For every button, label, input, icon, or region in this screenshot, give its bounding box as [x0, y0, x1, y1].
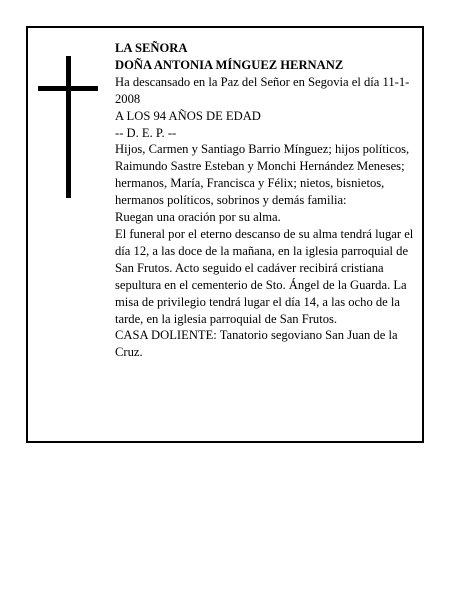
cross-horizontal-bar	[38, 86, 98, 91]
age-line: A LOS 94 AÑOS DE EDAD	[115, 108, 261, 123]
rip-line: -- D. E. P. --	[115, 125, 177, 140]
obituary-notice	[26, 26, 424, 443]
mourning-house: CASA DOLIENTE: Tanatorio segoviano San Juan de la Cruz.	[115, 328, 398, 360]
obituary-title: LA SEÑORA	[115, 41, 188, 55]
prayer-request: Ruegan una oración por su alma.	[115, 210, 281, 225]
obituary-text	[115, 40, 419, 361]
funeral-details: El funeral por el eterno descanso de su alma tendrá lugar el día 12, a las doce de la mañana, en la iglesia parroquial de San Frutos. Acto seguido el cadáver recibirá cristiana sepultura en el cementerio de Sto. Ángel de la Guarda. La misa de privilegio tendrá lugar el día 14, a las ocho de la tarde, en la iglesia parroquial de San Frutos.	[115, 226, 414, 326]
deceased-name: DOÑA ANTONIA MÍNGUEZ HERNANZ	[115, 57, 344, 72]
cross-icon	[38, 56, 98, 198]
cross-vertical-bar	[66, 56, 71, 198]
family-list: Hijos, Carmen y Santiago Barrio Mínguez; hijos políticos, Raimundo Sastre Esteban y Monchi Hernández Meneses; hermanos, María, Francisca y Félix; nietos, bisnietos, hermanos políticos, sobrinos y demás familia:	[115, 142, 410, 208]
rest-statement: Ha descansado en la Paz del Señor en Segovia el día 11-1-2008	[115, 74, 410, 106]
